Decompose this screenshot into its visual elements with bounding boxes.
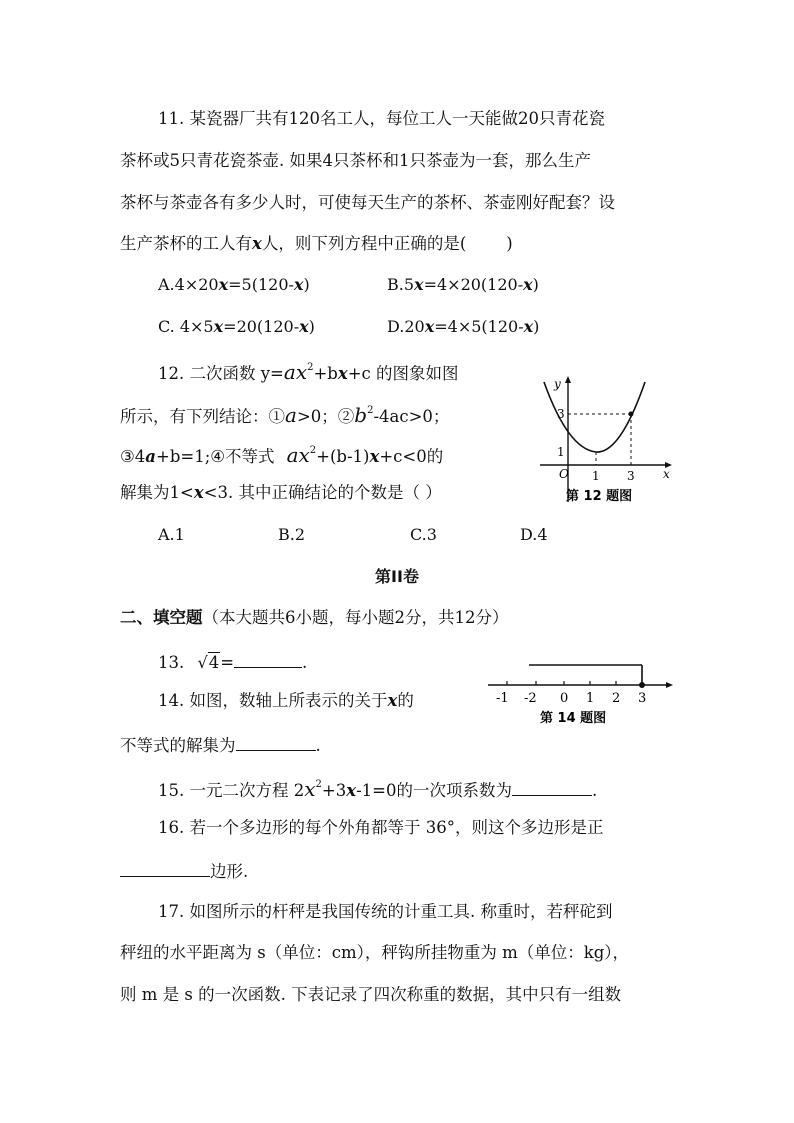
- section-title: 第II卷: [375, 567, 419, 586]
- q12-option-a[interactable]: A.1: [158, 525, 185, 544]
- q11-line-2: 茶杯或5只青花瓷茶壶. 如果4只茶杯和1只茶壶为一套，那么生产: [120, 151, 591, 170]
- q11-option-c[interactable]: [158, 317, 315, 336]
- q16-answer-blank[interactable]: [120, 858, 210, 877]
- q12-line-1-a: 12. 二次函数 y=: [158, 364, 284, 383]
- q11-line-4-text: 生产茶杯的工人有: [120, 234, 252, 253]
- q14-line-1-b: 的: [397, 691, 414, 710]
- q12-line-1-c: +c 的图象如图: [347, 364, 459, 383]
- q14-answer-blank[interactable]: [236, 732, 316, 751]
- q12-line-4-x: x: [193, 483, 204, 502]
- q14-line-1: [158, 690, 414, 712]
- q12-line-3-c: +(b-1): [316, 447, 370, 466]
- q13-sqrt: [198, 652, 221, 674]
- q11-option-a-x2: x: [293, 275, 304, 294]
- q12-line-2-c: -4ac>0；: [373, 407, 450, 426]
- q12-xtick-3: 3: [627, 469, 635, 483]
- q11-option-b-rest: =4×20(120-: [423, 275, 524, 294]
- q12-line-2: [120, 400, 449, 428]
- q12-x: x: [337, 364, 348, 383]
- q12-y-axis-arrow: [565, 376, 571, 383]
- q15-x: x: [304, 777, 316, 801]
- q15-line: [158, 774, 597, 802]
- q11-option-c-x: x: [213, 317, 224, 336]
- q12-x-label: x: [663, 467, 670, 481]
- q14-line-1-a: 14. 如图，数轴上所表示的关于: [158, 691, 388, 710]
- q16-line-1: 16. 若一个多边形的每个外角都等于 36°，则这个多边形是正: [158, 818, 604, 837]
- q11-option-b-end: ): [532, 275, 539, 294]
- q15-exp: 2: [315, 779, 322, 790]
- q12-option-b[interactable]: B.2: [278, 525, 306, 544]
- q13-answer-blank[interactable]: [234, 649, 302, 668]
- q17-line-1: 17. 如图所示的杆秤是我国传统的计重工具. 称重时，若秤砣到: [158, 902, 613, 921]
- q11-option-a-rest: =5(120-: [228, 275, 294, 294]
- q12-line-3-a-var: a: [145, 447, 156, 466]
- q13-line: [158, 649, 307, 674]
- q12-ytick-3: 3: [557, 407, 565, 421]
- q12-line-3-b: +b=1;④不等式: [156, 447, 275, 466]
- q11-option-b[interactable]: [387, 275, 539, 294]
- q12-line-2-b-var: b: [354, 403, 368, 427]
- q14-tick-label: 0: [560, 691, 569, 706]
- q12-y-label: y: [554, 377, 561, 391]
- fill-in-note: （本大题共6小题，每小题2分，共12分）: [202, 608, 509, 627]
- q11-line-4-text-b: 人，则下列方程中正确的是(: [261, 234, 467, 253]
- q11-option-b-label: B.5: [387, 275, 415, 294]
- q15-period: .: [591, 781, 598, 800]
- q14-axis-arrow: [666, 682, 673, 688]
- q11-option-d-label: D.20: [387, 317, 425, 336]
- q12-parabola-figure: [530, 374, 675, 506]
- q11-variable-x: x: [252, 234, 262, 253]
- q12-line-3-ax: ax: [286, 443, 310, 467]
- q11-line-4: [120, 233, 513, 255]
- q12-line-1-b: +b: [313, 364, 338, 383]
- q11-option-d-x2: x: [523, 317, 534, 336]
- q14-line-2-text: 不等式的解集为: [120, 736, 236, 755]
- q13-radicand: 4: [208, 653, 220, 672]
- q12-line-3-d: +c<0的: [379, 447, 444, 466]
- q11-option-a[interactable]: [158, 275, 310, 294]
- q12-line-3: [120, 440, 443, 468]
- q11-option-a-label: A.4×20: [158, 275, 219, 294]
- q12-option-d[interactable]: D.4: [520, 525, 548, 544]
- q15-answer-blank[interactable]: [512, 777, 592, 796]
- q15-a: 15. 一元二次方程 2: [158, 781, 305, 800]
- q15-x2: x: [346, 781, 357, 800]
- q12-line-3-x: x: [369, 447, 380, 466]
- q11-option-d-x: x: [424, 317, 435, 336]
- q14-tick-label: 1: [586, 691, 595, 706]
- q11-option-d-rest: =4×5(120-: [434, 317, 524, 336]
- q12-origin-label: O: [559, 467, 569, 481]
- q11-option-a-x: x: [218, 275, 229, 294]
- q12-line-3-a: ③4: [120, 447, 146, 466]
- q12-ytick-1: 1: [557, 445, 565, 459]
- q12-line-4-b: <3. 其中正确结论的个数是（ ）: [203, 483, 442, 502]
- q14-line-2: [120, 732, 321, 757]
- q11-option-c-end: ): [308, 317, 315, 336]
- q14-x: x: [387, 691, 398, 710]
- q12-exp: 2: [307, 362, 314, 373]
- q11-option-b-x: x: [414, 275, 424, 294]
- q11-option-c-x2: x: [299, 317, 309, 336]
- q15-b: +3: [321, 781, 347, 800]
- q11-option-d-end: ): [533, 317, 540, 336]
- q12-option-c[interactable]: C.3: [410, 525, 437, 544]
- q12-line-2-b: >0；②: [296, 407, 355, 426]
- q12-line-1: [158, 357, 459, 385]
- q11-line-3: 茶杯与茶壶各有多少人时，可使每天生产的茶杯、茶壶刚好配套？设: [120, 193, 615, 212]
- q17-line-3: 则 m 是 s 的一次函数. 下表记录了四次称重的数据，其中只有一组数: [120, 985, 622, 1004]
- q14-figure-caption: 第 14 题图: [540, 711, 607, 726]
- fill-in-heading: [120, 607, 509, 629]
- q14-tick-label: -1: [496, 691, 509, 706]
- q12-ax: ax: [283, 360, 308, 384]
- q13-number: 13.: [158, 653, 185, 672]
- q11-option-b-x2: x: [523, 275, 533, 294]
- q12-line-4-a: 解集为1<: [120, 483, 194, 502]
- q11-option-d[interactable]: [387, 317, 539, 336]
- q12-line-4: [120, 482, 442, 504]
- q11-option-c-label: C. 4×5: [158, 317, 214, 336]
- q14-number-line-figure: [484, 656, 674, 728]
- q17-line-2: 秤纽的水平距离为 s（单位：cm），秤钩所挂物重为 m（单位：kg），: [120, 943, 630, 962]
- q11-option-a-end: ): [303, 275, 310, 294]
- q13-equals: =: [220, 653, 235, 672]
- q12-line-2-a-var: a: [285, 403, 297, 427]
- q16-line-2-text: 边形.: [210, 862, 249, 881]
- q14-closed-dot: [639, 682, 645, 688]
- q14-tick-label: -2: [524, 691, 537, 706]
- q15-c: -1=0的一次项系数为: [356, 781, 512, 800]
- fill-in-title: 二、填空题: [120, 608, 203, 627]
- q11-line-4-close: ): [506, 234, 513, 253]
- q11-option-c-rest: =20(120-: [223, 317, 300, 336]
- q12-line-2-a: 所示，有下列结论：①: [120, 407, 285, 426]
- q14-tick-label: 3: [638, 691, 647, 706]
- q12-point: [629, 412, 634, 417]
- sqrt-icon: √: [197, 653, 208, 672]
- q12-xtick-1: 1: [592, 469, 600, 483]
- q13-period: .: [302, 653, 308, 672]
- q12-line-2-exp: 2: [367, 405, 374, 416]
- q11-line-1: 11. 某瓷器厂共有120名工人，每位工人一天能做20只青花瓷: [158, 109, 605, 128]
- q16-line-2: [120, 858, 248, 883]
- q14-tick-label: 2: [612, 691, 621, 706]
- q12-line-3-exp: 2: [309, 445, 317, 456]
- q14-period: .: [315, 736, 321, 755]
- q12-figure-caption: 第 12 题图: [566, 489, 633, 504]
